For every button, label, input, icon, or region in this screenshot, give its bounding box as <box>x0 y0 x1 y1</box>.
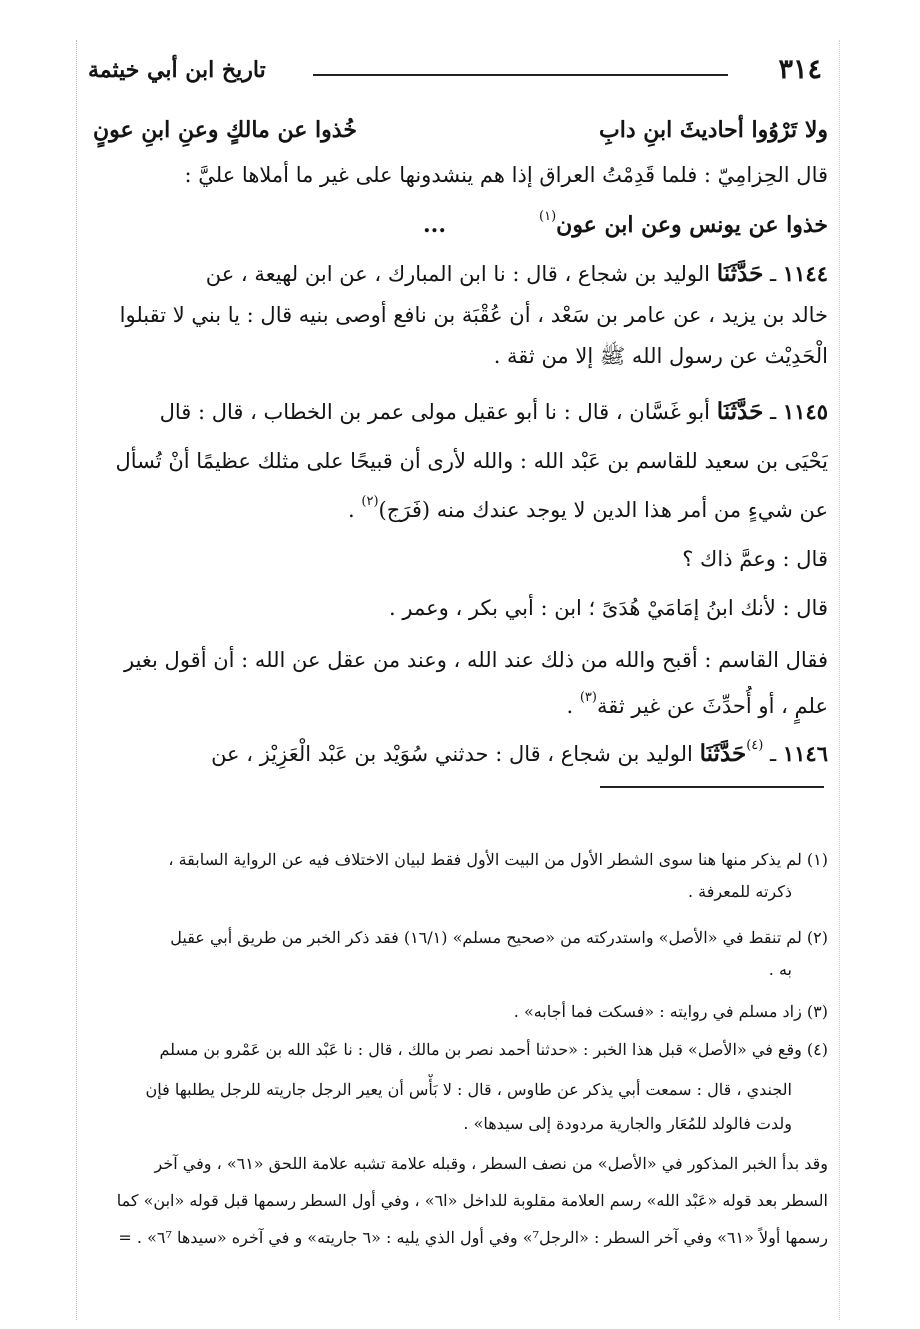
hadith-1145-line-3 <box>93 490 828 534</box>
hadith-text: علمٍ ، أو أُحدِّثَ عن غير ثقة <box>596 694 828 718</box>
hadith-1144-line-3: الْحَدِيْث عن رسول الله ﷺ إلا من ثقة . <box>493 344 828 368</box>
hadith-number: ١١٤٦ <box>782 741 828 766</box>
margin-dotted-guide-right <box>839 40 840 1320</box>
hadith-1145-line-1 <box>93 392 828 432</box>
hadith-text: الوليد بن شجاع ، قال : نا ابن المبارك ، عن ابن لهيعة ، عن <box>205 262 711 286</box>
header-rule <box>313 74 728 76</box>
hadith-text: الوليد بن شجاع ، قال : حدثني سُوَيْد بن عَبْد الْعَزِيْز ، عن <box>211 742 693 766</box>
hadith-text: عن شيءٍ من أمر هذا الدين لا يوجد عندك منه (فَرَج) <box>378 498 828 522</box>
verse-line-1 <box>93 110 828 150</box>
footnote-1-line-1: (١) لم يذكر منها هنا سوى الشطر الأول من البيت الأول فقط لبيان الاختلاف فيه عن الرواية السابقة ، <box>168 850 828 869</box>
margin-dotted-guide-left <box>76 40 77 1320</box>
verse-first-hemistich: خُذوا عن مالكٍ وعنِ ابنِ عونٍ <box>93 117 357 143</box>
footnote-4-line-6: رسمها أولاً «٦١» وفي آخر السطر : «الرجل⁷» وفي أول الذي يليه : «٦ جاريته» و في آخره «سيدها ٦⁷» . = <box>118 1228 828 1247</box>
haddathana-word: حَدَّثَنَا <box>716 260 764 287</box>
footnote-4-line-5: السطر بعد قوله «عَبْد الله» رسم العلامة مقلوبة للداخل «ا٦» ، وفي أول السطر رسمها قبل قوله «ابن» كما <box>116 1191 828 1210</box>
footnote-separator <box>600 786 824 788</box>
hadith-1145-line-4: قال : وعمَّ ذاك ؟ <box>682 547 828 571</box>
footnote-ref-4: (٤) <box>746 738 764 753</box>
hadith-number: ١١٤٤ <box>782 261 828 286</box>
footnote-4-line-3: ولدت فالولد للمُعَار والجارية مردودة إلى سيدها» . <box>463 1114 792 1133</box>
footnote-4-line-4: وقد بدأ الخبر المذكور في «الأصل» من نصف السطر ، وقبله علامة تشبه علامة اللحق «٦١» ، وفي آخر <box>154 1154 828 1173</box>
period: . <box>348 498 355 522</box>
hadith-1145-line-6: فقال القاسم : أقبح والله من ذلك عند الله ، وعند من عقل عن الله : أن أقول بغير <box>123 648 828 672</box>
hadith-dash: ـ <box>770 742 777 766</box>
hadith-dash: ـ <box>770 400 777 424</box>
footnote-ref-3: (٣) <box>579 690 597 705</box>
running-title: تاريخ ابن أبي خيثمة <box>88 57 266 83</box>
hadith-dash: ـ <box>770 262 777 286</box>
hadith-text: أبو غَسَّان ، قال : نا أبو عقيل مولى عمر بن الخطاب ، قال : قال <box>159 400 711 424</box>
footnote-1-line-2: ذكرته للمعرفة . <box>687 882 792 901</box>
hadith-1144-line-1 <box>93 254 828 294</box>
footnote-4-line-1: (٤) وقع في «الأصل» قبل هذا الخبر : «حدثنا أحمد نصر بن مالك ، قال : نا عَبْد الله بن عَمْرو بن مسلم <box>159 1040 828 1059</box>
verse-ellipsis: ... <box>423 212 446 238</box>
verse-second-hemistich: ولا تَرْوُوا أحاديثَ ابنِ دابِ <box>599 117 828 143</box>
hadith-1145-line-7 <box>93 686 828 730</box>
body-line: قال الحِزامِيّ : فلما قَدِمْتُ العراق إذا هم ينشدونها على غير ما أملاها عليَّ : <box>184 163 828 187</box>
verse-line-2 <box>93 205 828 245</box>
period: . <box>566 694 574 718</box>
hadith-number: ١١٤٥ <box>782 399 828 424</box>
footnote-3: (٣) زاد مسلم في روايته : «فسكت فما أجابه» . <box>513 1002 828 1021</box>
hadith-1144-line-2: خالد بن يزيد ، عن عامر بن سَعْد ، أن عُقْبَة بن نافع أوصى بنيه قال : يا بني لا تقبلوا <box>119 303 828 327</box>
footnote-ref-2: (٢) <box>361 494 379 509</box>
haddathana-word: حَدَّثَنَا <box>716 398 764 425</box>
footnote-2-line-1: (٢) لم تنقط في «الأصل» واستدركته من «صحيح مسلم» (١٦/١) فقد ذكر الخبر من طريق أبي عقيل <box>170 928 828 947</box>
haddathana-word: حَدَّثَنَا <box>699 740 747 767</box>
footnote-4-line-2: الجندي ، قال : سمعت أبي يذكر عن طاوس ، قال : لا بَأْس أن يعير الرجل جاريته للرجل يطلبها فإن <box>145 1080 792 1099</box>
hadith-1145-line-5: قال : لأنك ابنُ إمَامَيْ هُدَىً ؛ ابن : أبي بكر ، وعمر . <box>389 596 828 620</box>
footnote-2-line-2: به . <box>768 960 792 979</box>
footnote-ref-1: (١) <box>539 209 557 224</box>
page-header <box>88 52 828 88</box>
hadith-1146-line-1 <box>93 734 828 778</box>
verse-2-text: خذوا عن يونس وعن ابن عون <box>556 212 828 238</box>
page-number: ٣١٤ <box>778 54 822 85</box>
hadith-1145-line-2: يَحْيَى بن سعيد للقاسم بن عَبْد الله : والله لأرى أن قبيحًا على مثلك عظيمًا أنْ تُسأل <box>115 449 828 473</box>
